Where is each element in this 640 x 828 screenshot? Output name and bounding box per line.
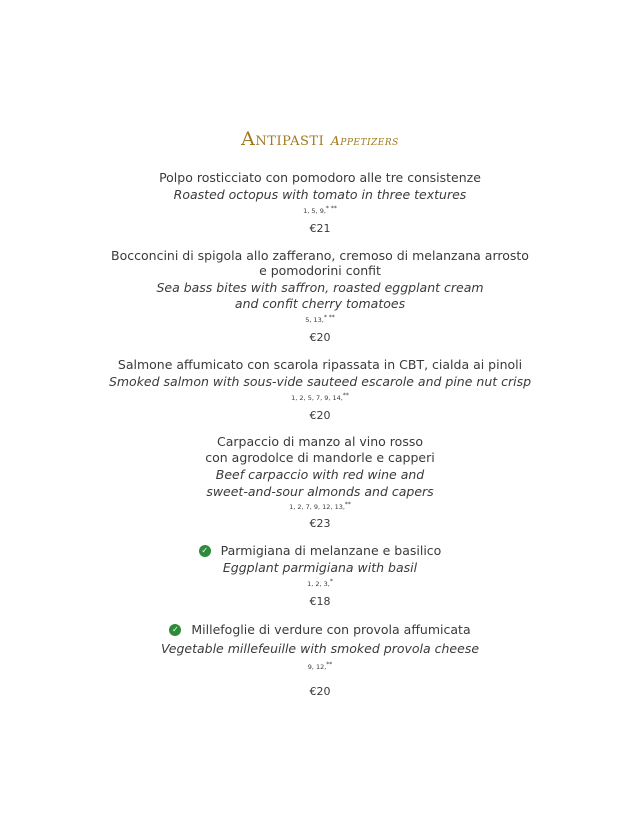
- dish-6-italian: ✓ Millefoglie di verdure con provola affumicata: [0, 622, 640, 637]
- dish-4-allergens: 1, 2, 7, 9, 12, 13,**: [289, 501, 351, 512]
- dish-4-italian-2: con agrodolce di mandorle e capperi: [205, 450, 435, 465]
- dish-2-english-1: Sea bass bites with saffron, roasted eggplant cream: [156, 280, 484, 295]
- dish-1-price: €21: [309, 222, 331, 235]
- dish-6-allergens: 9, 12,**: [307, 661, 333, 672]
- dish-1-italian: Polpo rosticciato con pomodoro alle tre consistenze: [159, 170, 481, 185]
- dish-2-italian-2: e pomodorini confit: [259, 263, 381, 278]
- dish-4-italian-1: Carpaccio di manzo al vino rosso: [217, 434, 423, 449]
- dish-2-price: €20: [309, 331, 331, 344]
- dish-5-english: Eggplant parmigiana with basil: [222, 560, 418, 575]
- section-title-english: Appetizers: [330, 133, 399, 148]
- dish-2-allergens: 5, 13,* **: [305, 314, 335, 325]
- dish-5-italian: ✓ Parmigiana di melanzane e basilico: [0, 543, 640, 558]
- section-title-italian: Antipasti: [241, 128, 325, 150]
- leaf-check-icon: ✓: [169, 624, 181, 636]
- dish-4-english-2: sweet-and-sour almonds and capers: [206, 484, 434, 499]
- dish-4-price: €23: [309, 517, 331, 530]
- dish-6-price: €20: [309, 685, 331, 698]
- section-title: [0, 128, 640, 150]
- dish-4-english-1: Beef carpaccio with red wine and: [215, 467, 425, 482]
- dish-1-allergens: 1, 5, 9,* **: [303, 205, 337, 216]
- dish-5-price: €18: [309, 595, 331, 608]
- dish-3-english: Smoked salmon with sous-vide sauteed escarole and pine nut crisp: [108, 374, 532, 389]
- dish-3-price: €20: [309, 409, 331, 422]
- dish-2-italian-1: Bocconcini di spigola allo zafferano, cremoso di melanzana arrosto: [111, 248, 529, 263]
- dish-2-english-2: and confit cherry tomatoes: [234, 296, 406, 311]
- dish-6-english: Vegetable millefeuille with smoked provola cheese: [160, 641, 480, 656]
- dish-5-allergens: 1, 2, 3,*: [307, 578, 333, 589]
- leaf-check-icon: ✓: [199, 545, 211, 557]
- dish-1-english: Roasted octopus with tomato in three textures: [173, 187, 467, 202]
- dish-3-italian: Salmone affumicato con scarola ripassata in CBT, cialda ai pinoli: [117, 357, 523, 372]
- dish-3-allergens: 1, 2, 5, 7, 9, 14,**: [291, 392, 349, 403]
